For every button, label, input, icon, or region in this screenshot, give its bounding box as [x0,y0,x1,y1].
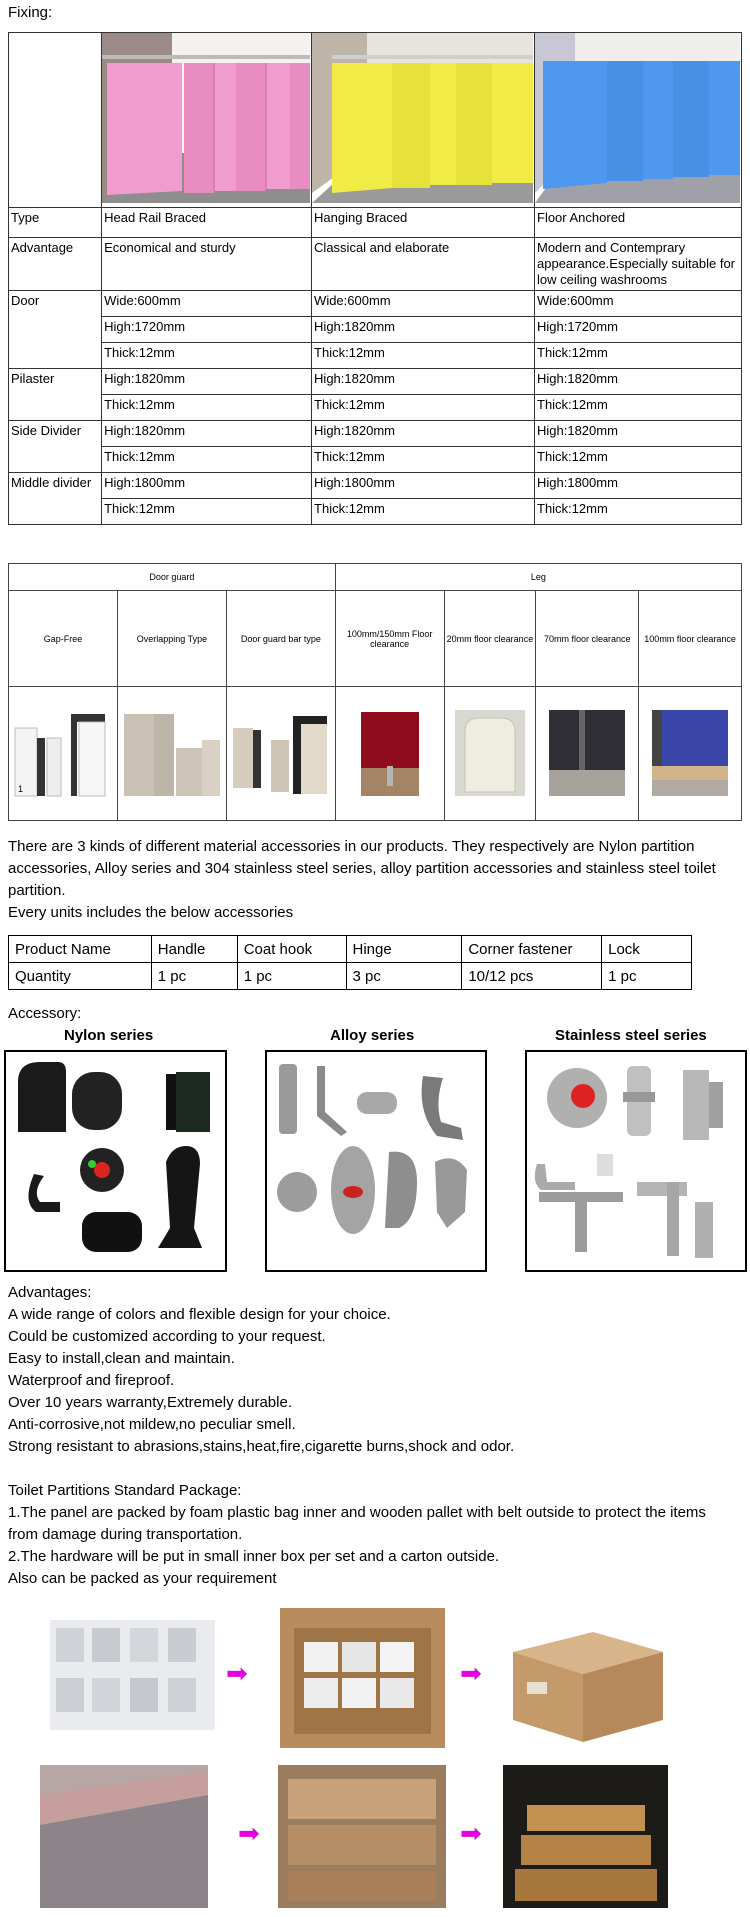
leg-20mm-image [444,687,536,821]
type-cell: Hanging Braced [312,208,535,238]
alloy-series-title: Alloy series [330,1027,415,1044]
door-wide-cell: Wide:600mm [312,291,535,317]
wooden-pallets-photo [278,1765,446,1908]
side-thick-cell: Thick:12mm [102,447,312,473]
advantage-cell: Classical and elaborate [312,238,535,291]
row-label-advantage: Advantage [9,238,102,291]
leg-100-150mm-image [335,687,444,821]
side-thick-cell: Thick:12mm [312,447,535,473]
acc-quantity-label: Quantity [9,963,152,990]
door-high-cell: High:1820mm [312,317,535,343]
container-loading-photo [503,1765,668,1908]
type-cell: Floor Anchored [535,208,742,238]
acc-header-product-name: Product Name [9,936,152,963]
stainless-series-image [525,1050,747,1272]
row-label-type: Type [9,208,102,238]
pilaster-thick-cell: Thick:12mm [102,395,312,421]
package-line: 2.The hardware will be put in small inner box per set and a carton outside. [8,1548,500,1565]
door-wide-cell: Wide:600mm [102,291,312,317]
intro-units-line: Every units includes the below accessories [8,904,294,921]
acc-quantity-hinge: 3 pc [346,963,462,990]
acc-header-coat-hook: Coat hook [237,936,346,963]
leg-label-70mm: 70mm floor clearance [536,591,639,687]
door-thick-cell: Thick:12mm [535,343,742,369]
middle-thick-cell: Thick:12mm [535,499,742,525]
row-label-side-divider: Side Divider [9,421,102,473]
middle-high-cell: High:1800mm [102,473,312,499]
leg-header: Leg [335,564,741,591]
advantage-line: Anti-corrosive,not mildew,no peculiar smell. [8,1416,296,1433]
middle-thick-cell: Thick:12mm [102,499,312,525]
pilaster-thick-cell: Thick:12mm [535,395,742,421]
guard-label-gap-free: Gap-Free [9,591,118,687]
pilaster-high-cell: High:1820mm [312,369,535,395]
leg-70mm-image [536,687,639,821]
leg-label-100mm: 100mm floor clearance [639,591,742,687]
acc-quantity-handle: 1 pc [151,963,237,990]
row-label-door: Door [9,291,102,369]
hardware-parts-photo [50,1620,215,1730]
guard-label-bar-type: Door guard bar type [226,591,335,687]
arrow-right-icon: ➡ [460,1658,482,1688]
empty-corner-cell [9,33,102,208]
advantage-cell: Economical and sturdy [102,238,312,291]
row-label-middle-divider: Middle divider [9,473,102,525]
gap-free-image [9,687,118,821]
sealed-carton-photo [503,1612,668,1747]
pilaster-high-cell: High:1820mm [102,369,312,395]
door-wide-cell: Wide:600mm [535,291,742,317]
advantage-line: Could be customized according to your request. [8,1328,326,1345]
arrow-right-icon: ➡ [238,1818,260,1848]
package-line: 1.The panel are packed by foam plastic bag inner and wooden pallet with belt outside to protect the items from damage during transportation. [8,1504,706,1543]
door-guard-leg-table [8,563,742,821]
pilaster-high-cell: High:1820mm [535,369,742,395]
stainless-series-title: Stainless steel series [555,1027,707,1044]
row-label-pilaster: Pilaster [9,369,102,421]
leg-label-100-150mm: 100mm/150mm Floor clearance [335,591,444,687]
floor-anchored-image [535,33,742,208]
accessory-heading: Accessory: [8,1005,82,1022]
intro-paragraph: There are 3 kinds of different material accessories in our products. They respectively are Nylon partition accessories, Alloy series and 304 stainless steel series, alloy partition accessories and stainless steel toilet partition. [8,838,716,899]
package-heading: Toilet Partitions Standard Package: [8,1482,242,1499]
fixing-table [8,32,742,525]
advantage-line: Over 10 years warranty,Extremely durable. [8,1394,292,1411]
door-high-cell: High:1720mm [535,317,742,343]
leg-100mm-image [639,687,742,821]
stacked-panels-photo [40,1765,208,1908]
side-high-cell: High:1820mm [535,421,742,447]
door-guard-header: Door guard [9,564,336,591]
acc-header-handle: Handle [151,936,237,963]
middle-thick-cell: Thick:12mm [312,499,535,525]
acc-header-corner-fastener: Corner fastener [462,936,602,963]
hanging-braced-image [312,33,535,208]
advantage-line: Easy to install,clean and maintain. [8,1350,235,1367]
acc-header-hinge: Hinge [346,936,462,963]
head-rail-braced-image [102,33,312,208]
accessories-quantity-table [8,935,692,990]
door-thick-cell: Thick:12mm [312,343,535,369]
middle-high-cell: High:1800mm [535,473,742,499]
overlapping-type-image [117,687,226,821]
side-high-cell: High:1820mm [312,421,535,447]
fixing-heading: Fixing: [8,4,53,21]
acc-header-lock: Lock [602,936,692,963]
open-carton-photo [280,1608,445,1748]
acc-quantity-corner-fastener: 10/12 pcs [462,963,602,990]
acc-quantity-lock: 1 pc [602,963,692,990]
nylon-series-image [4,1050,227,1272]
guard-label-overlapping: Overlapping Type [117,591,226,687]
leg-label-20mm: 20mm floor clearance [444,591,536,687]
pilaster-thick-cell: Thick:12mm [312,395,535,421]
advantage-line: Waterproof and fireproof. [8,1372,175,1389]
advantages-heading: Advantages: [8,1284,92,1301]
package-line: Also can be packed as your requirement [8,1570,277,1587]
type-cell: Head Rail Braced [102,208,312,238]
door-thick-cell: Thick:12mm [102,343,312,369]
side-thick-cell: Thick:12mm [535,447,742,473]
arrow-right-icon: ➡ [226,1658,248,1688]
door-guard-bar-image [226,687,335,821]
side-high-cell: High:1820mm [102,421,312,447]
advantage-cell: Modern and Contemprary appearance.Especially suitable for low ceiling washrooms [535,238,742,291]
nylon-series-title: Nylon series [64,1027,154,1044]
advantage-line: Strong resistant to abrasions,stains,heat,fire,cigarette burns,shock and odor. [8,1438,515,1455]
gap-free-marker: 1 [17,783,23,794]
alloy-series-image [265,1050,487,1272]
arrow-right-icon: ➡ [460,1818,482,1848]
advantage-line: A wide range of colors and flexible design for your choice. [8,1306,391,1323]
door-high-cell: High:1720mm [102,317,312,343]
acc-quantity-coat-hook: 1 pc [237,963,346,990]
middle-high-cell: High:1800mm [312,473,535,499]
